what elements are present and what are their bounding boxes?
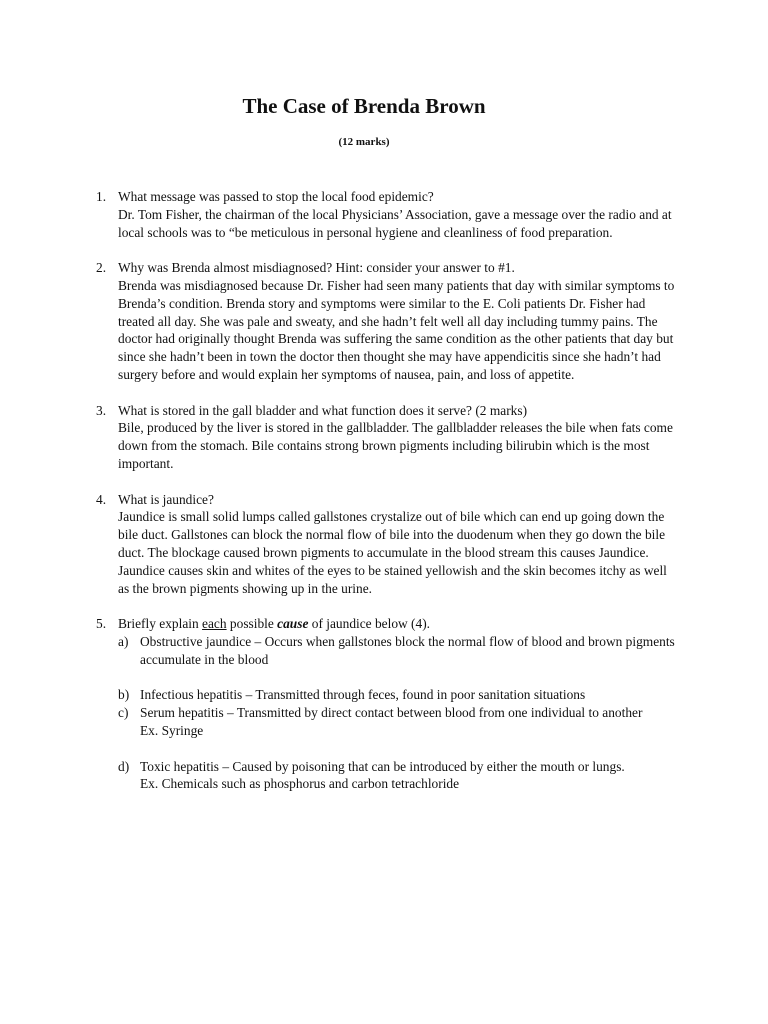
question-text-prefix: Briefly explain <box>118 616 203 632</box>
sub-item-c <box>96 704 676 740</box>
sub-item-text: Serum hepatitis – Transmitted by direct contact between blood from one individual to another <box>140 705 643 721</box>
question-text: What is jaundice? <box>118 491 214 507</box>
question-text-underlined: each <box>202 616 227 632</box>
spacer <box>96 740 676 758</box>
question-item <box>96 259 676 384</box>
question-number: 2. <box>96 260 107 276</box>
sub-item-label: c) <box>118 705 129 721</box>
question-text-suffix: of jaundice below (4). <box>308 616 431 632</box>
total-marks: (12 marks) <box>338 136 390 148</box>
sub-item-a <box>96 633 676 669</box>
question-item <box>96 188 676 241</box>
question-text <box>118 615 676 633</box>
sub-item-label: a) <box>118 633 129 649</box>
sub-item-text: Obstructive jaundice – Occurs when gallstones block the normal flow of blood and brown pigments accumulate in the blood <box>140 633 675 667</box>
question-item-5 <box>96 615 676 633</box>
sub-item-b <box>96 686 676 704</box>
question-list <box>96 188 676 793</box>
question-number: 1. <box>96 189 107 204</box>
question-text-emphasis: cause <box>277 616 309 632</box>
question-number: 4. <box>96 491 107 507</box>
answer-text: Dr. Tom Fisher, the chairman of the local Physicians’ Association, gave a message over the radio and at local schools was to “be meticulous in personal hygiene and cleanliness of food preparation. <box>118 206 672 240</box>
sub-item-label: b) <box>118 687 130 703</box>
question-text: What message was passed to stop the local food epidemic? <box>118 189 434 204</box>
question-text: What is stored in the gall bladder and what function does it serve? (2 marks) <box>118 402 528 418</box>
sub-item-text: Infectious hepatitis – Transmitted through feces, found in poor sanitation situations <box>140 687 586 703</box>
question-item <box>96 402 676 473</box>
question-number: 5. <box>96 616 107 632</box>
question-text-middle: possible <box>226 616 278 632</box>
answer-text: Jaundice is small solid lumps called gallstones crystalize out of bile which can end up going down the bile duct. Gallstones can block the normal flow of bile into the duodenum when they go down the bile duct. The blockage caused brown pigments to accumulate in the blood stream this causes Jaundice. Jaundice causes skin and whites of the eyes to be stained yellowish and the skin becomes itchy as well as the brown pigments showing up in the urine. <box>118 509 667 596</box>
document-title: The Case of Brenda Brown <box>242 94 486 118</box>
spacer <box>96 669 676 687</box>
answer-text: Brenda was misdiagnosed because Dr. Fisher had seen many patients that day with similar symptoms to Brenda’s condition. Brenda story and symptoms were similar to the E. Coli patients Dr. Fisher had treated all day. She was pale and sweaty, and she hadn’t felt well all day including tummy pains. The doctor had originally thought Brenda was suffering the same condition as the other patients that day but since she hadn’t been in town the doctor then thought she may have appendicitis since she hadn’t had surgery before and would explain her symptoms of nausea, pain, and loss of appetite. <box>118 277 675 382</box>
sub-item-label: d) <box>118 758 130 774</box>
sub-item-example: Ex. Syringe <box>140 722 204 738</box>
sub-item-d <box>96 758 676 794</box>
question-text: Why was Brenda almost misdiagnosed? Hint: consider your answer to #1. <box>118 260 515 276</box>
sub-item-example: Ex. Chemicals such as phosphorus and carbon tetrachloride <box>140 776 460 792</box>
sub-item-text: Toxic hepatitis – Caused by poisoning that can be introduced by either the mouth or lungs. <box>140 758 625 774</box>
question-item <box>96 491 676 598</box>
question-number: 3. <box>96 402 107 418</box>
answer-text: Bile, produced by the liver is stored in the gallbladder. The gallbladder releases the bile when fats come down from the stomach. Bile contains strong brown pigments including bilirubin which is the most important. <box>118 420 673 471</box>
